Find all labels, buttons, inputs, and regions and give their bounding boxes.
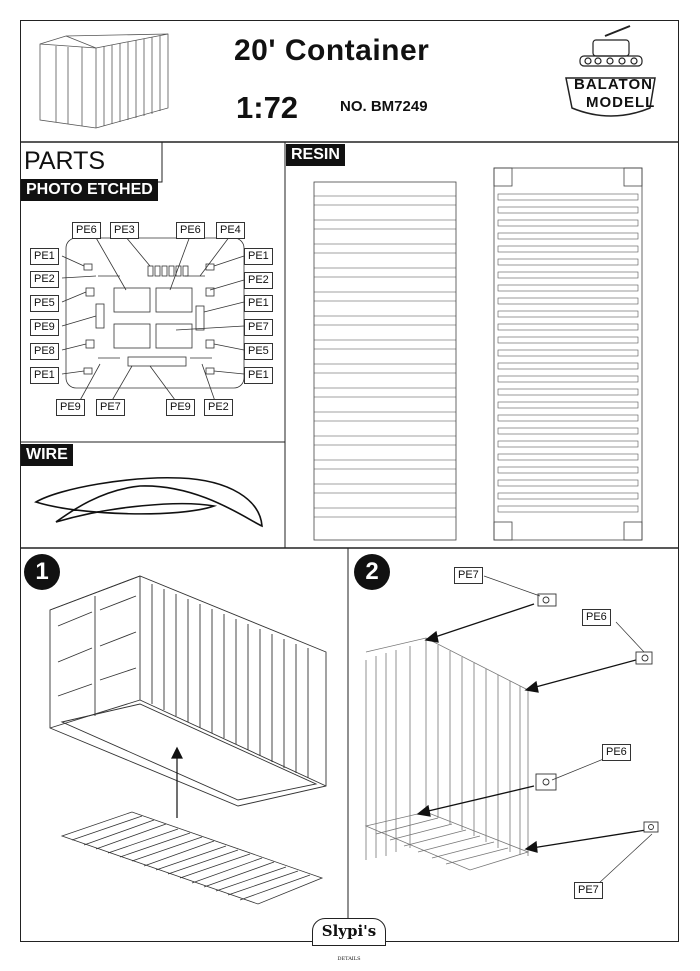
photo-etched-tag: PHOTO ETCHED <box>21 179 158 201</box>
product-title: 20' Container <box>234 34 430 67</box>
pe-label: PE3 <box>110 222 139 239</box>
step2-leaders <box>484 576 652 884</box>
step1-floor-drawing <box>62 812 322 904</box>
resin-side-panel <box>314 182 456 540</box>
product-scale: 1:72 <box>236 90 299 125</box>
step2-callout-pe6-top: PE6 <box>582 609 611 626</box>
resin-tag: RESIN <box>286 144 345 166</box>
pe-label: PE1 <box>244 295 273 312</box>
footer-sub: DETAILS <box>337 956 361 962</box>
logo-text-top: BALATON <box>574 76 653 93</box>
pe-label: PE2 <box>30 271 59 288</box>
step2-callout-pe7-bottom: PE7 <box>574 882 603 899</box>
step2-callout-pe6-bottom: PE6 <box>602 744 631 761</box>
pe-label: PE7 <box>244 319 273 336</box>
product-number: NO. BM7249 <box>340 98 428 115</box>
pe-label: PE1 <box>244 248 273 265</box>
step-1-badge: 1 <box>24 554 60 590</box>
footer-brand-badge <box>312 918 386 962</box>
pe-label: PE1 <box>30 367 59 384</box>
step2-callout-pe7-top: PE7 <box>454 567 483 584</box>
logo-text-bottom: MODELL <box>586 94 656 111</box>
step1-arrow <box>172 748 182 818</box>
resin-side-ribs <box>314 196 456 517</box>
step2-corner-drawing <box>366 638 528 870</box>
pe-label: PE2 <box>204 399 233 416</box>
parts-heading: PARTS <box>24 147 106 175</box>
pe-label: PE9 <box>56 399 85 416</box>
container-thumbnail <box>40 34 168 128</box>
resin-floor-panel <box>494 168 642 540</box>
pe-label: PE9 <box>30 319 59 336</box>
step1-container-drawing <box>50 576 326 806</box>
pe-label: PE6 <box>176 222 205 239</box>
step-2-badge: 2 <box>354 554 390 590</box>
pe-label: PE5 <box>30 295 59 312</box>
pe-label: PE2 <box>244 272 273 289</box>
pe-label: PE1 <box>244 367 273 384</box>
pe-label: PE1 <box>30 248 59 265</box>
wire-drawing <box>36 478 262 526</box>
step2-arrows <box>418 604 646 852</box>
pe-label: PE7 <box>96 399 125 416</box>
pe-label: PE8 <box>30 343 59 360</box>
step2-pe-parts <box>536 594 658 832</box>
resin-floor-slats <box>498 194 638 512</box>
pe-label: PE9 <box>166 399 195 416</box>
wire-tag: WIRE <box>21 444 73 466</box>
pe-label: PE4 <box>216 222 245 239</box>
pe-label: PE6 <box>72 222 101 239</box>
footer-brand: Slypi's <box>321 922 377 940</box>
photo-etched-fret <box>62 236 244 404</box>
pe-label: PE5 <box>244 343 273 360</box>
